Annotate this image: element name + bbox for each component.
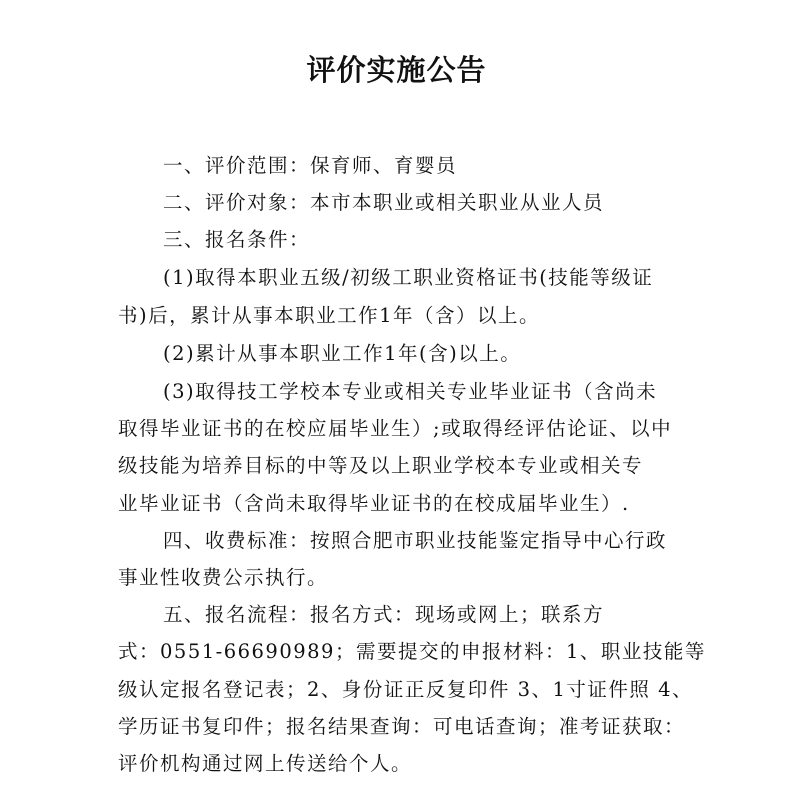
- paragraph-line: 级技能为培养目标的中等及以上职业学校本专业或相关专: [118, 454, 644, 477]
- paragraph-line: (1)取得本职业五级/初级工职业资格证书(技能等级证: [163, 266, 654, 289]
- paragraph-line: 学历证书复印件；报名结果查询：可电话查询；准考证获取：: [118, 715, 686, 738]
- paragraph-line: 二、评价对象：本市本职业或相关职业从业人员: [163, 191, 605, 214]
- paragraph-line: (3)取得技工学校本专业或相关专业毕业证书（含尚未: [163, 380, 658, 403]
- paragraph-line: 评价机构通过网上传送给个人。: [118, 752, 413, 775]
- paragraph-line: 级认定报名登记表；2、身份证正反复印件 3、1寸证件照 4、: [118, 678, 694, 701]
- paragraph-line: 三、报名条件：: [163, 228, 311, 251]
- paragraph-line: 一、评价范围：保育师、育婴员: [163, 154, 458, 177]
- paragraph-line: 业毕业证书（含尚未取得毕业证书的在校成届毕业生）.: [118, 492, 630, 515]
- paragraph-line: 书)后，累计从事本职业工作1年（含）以上。: [118, 304, 541, 327]
- paragraph-line: 四、收费标准：按照合肥市职业技能鉴定指导中心行政: [163, 529, 668, 552]
- paragraph-line: 事业性收费公示执行。: [118, 566, 329, 589]
- paragraph-line: 取得毕业证书的在校应届毕业生）;或取得经评估论证、以中: [118, 417, 673, 440]
- paragraph-line: (2)累计从事本职业工作1年(含)以上。: [163, 342, 522, 365]
- document-title: 评价实施公告: [306, 53, 487, 87]
- paragraph-line: 五、报名流程：报名方式：现场或网上；联系方: [163, 603, 605, 626]
- paragraph-line: 式：0551-66690989；需要提交的申报材料：1、职业技能等: [118, 640, 706, 663]
